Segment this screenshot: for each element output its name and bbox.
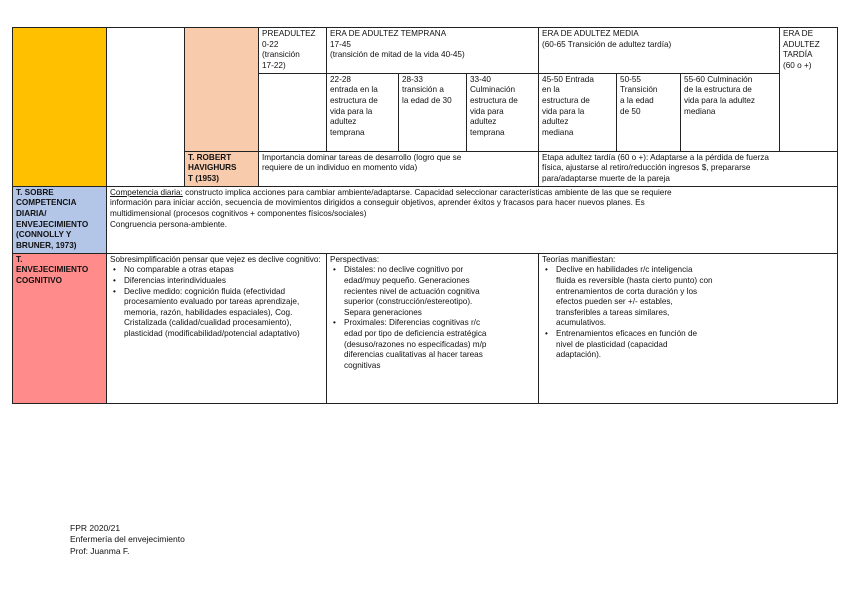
- header-adultez-media: ERA DE ADULTEZ MEDIA (60-65 Transición de adultez tardía): [539, 28, 780, 74]
- havighurst-text-late: Etapa adultez tardía (60 o +): Adaptarse a la pérdida de fuerza física, ajustarse al retiro/reducción ingresos $, prepararse para/adaptarse muerte de la pareja: [539, 151, 838, 186]
- theories-table: [12, 27, 838, 404]
- list-item: • Declive medido: cognición fluida (efectividad procesamiento evaluado por tareas aprendizaje, memoria, razón, habilidades espaciales), Cog. Cristalizada (calidad/cualidad procesamiento), plasticidad (modificabilidad/potencial adaptativo): [124, 287, 323, 340]
- footer-subject: Enfermería del envejecimiento: [70, 534, 185, 545]
- list-item: • Entrenamientos eficaces en función de nivel de plasticidad (capacidad adaptación).: [556, 329, 834, 361]
- list-item: • Proximales: Diferencias cognitivas r/c edad por tipo de deficiencia estratégica (desuso/razones no especificadas) m/p diferencias cualitativas al hacer tareas cognitivas: [344, 318, 535, 371]
- blank-cell: [107, 28, 185, 187]
- header-adultez-temprana: ERA DE ADULTEZ TEMPRANA 17-45 (transición de mitad de la vida 40-45): [327, 28, 539, 74]
- footer-course: FPR 2020/21: [70, 523, 121, 533]
- substage-22-28: 22-28 entrada en la estructura de vida para la adultez temprana: [327, 73, 399, 151]
- havighurst-text-early: Importancia dominar tareas de desarrollo (logro que se requiere de un individuo en momento vida): [259, 151, 539, 186]
- cognitivo-col-2-list: [330, 265, 535, 372]
- cognitivo-col-3-list: [542, 265, 834, 361]
- havighurst-label: T. ROBERT HAVIGHURS T (1953): [185, 151, 259, 186]
- footer: [70, 523, 185, 557]
- list-item: • Declive en habilidades r/c inteligencia fluida es reversible (hasta cierto punto) con entrenamientos de corta duración y los efectos pueden ser +/- estables, transferibles a tareas similares, acumulativos.: [556, 265, 834, 329]
- substage-55-60: 55-60 Culminación de la estructura de vida para la adultez mediana: [681, 73, 780, 151]
- cognitivo-col-2: Perspectivas: • Distales: no declive cognitivo por edad/muy pequeño. Generaciones recientes nivel de actuación cognitiva superior (construcción/estereotipo). Separa generaciones • Proximales: Diferencias cognitivas r/c edad por tipo de deficiencia estratégica (desuso/razones no especificadas) m/p diferencias cualitativas al hacer tareas cognitivas: [327, 253, 539, 403]
- orange-cell: [13, 28, 107, 187]
- footer-professor: Prof: Juanma F.: [70, 545, 130, 556]
- cognitivo-col-1-list: [110, 265, 323, 340]
- cognitivo-row: [13, 253, 838, 403]
- header-adultez-tardia: ERA DE ADULTEZ TARDÍA (60 o +): [780, 28, 838, 152]
- list-item: • Diferencias interindividuales: [124, 276, 323, 287]
- competencia-line-1: Competencia diaria: constructo implica acciones para cambiar ambiente/adaptarse. Capacidad seleccionar características ambiente de las que se requiere: [110, 187, 672, 197]
- cognitivo-col-1: Sobresimplificación pensar que vejez es declive cognitivo: • No comparable a otras etapas • Diferencias interindividuales • Declive medido: cognición fluida (efectividad procesamiento evaluado por tareas aprendizaje, memoria, razón, habilidades espaciales), Cog. Cristalizada (calidad/cualidad procesamiento), plasticidad (modificabilidad/potencial adaptativo): [107, 253, 327, 403]
- substage-28-33: 28-33 transición a la edad de 30: [399, 73, 467, 151]
- cognitivo-col-3: Teorías manifiestan: • Declive en habilidades r/c inteligencia fluida es reversible (hasta cierto punto) con entrenamientos de corta duración y los efectos pueden ser +/- estables, transferibles a tareas similares, acumulativos. • Entrenamientos eficaces en función de nivel de plasticidad (capacidad adaptación).: [539, 253, 838, 403]
- substage-blank: [259, 73, 327, 151]
- peach-cell: [185, 28, 259, 152]
- list-item: • No comparable a otras etapas: [124, 265, 323, 276]
- competencia-label: T. SOBRE COMPETENCIA DIARIA/ ENVEJECIMIENTO (CONNOLLY Y BRUNER, 1973): [13, 186, 107, 253]
- substage-45-50: 45-50 Entrada en la estructura de vida para la adultez mediana: [539, 73, 617, 151]
- competencia-text: Competencia diaria: constructo implica acciones para cambiar ambiente/adaptarse. Capacidad seleccionar características ambiente de las que se requiere información para iniciar acción, secuencia de movimientos dirigidos a conseguir objetivos, aprender éxitos y fracasos para hacer nuevos planes. Es multidimensional (procesos cognitivos + componentes físicos/sociales) Congruencia persona-ambiente.: [107, 186, 838, 253]
- cognitivo-label: T. ENVEJECIMIENTO COGNITIVO: [13, 253, 107, 403]
- header-preadultez: PREADULTEZ 0-22 (transición 17-22): [259, 28, 327, 74]
- substage-50-55: 50-55 Transición a la edad de 50: [617, 73, 681, 151]
- competencia-row: [13, 186, 838, 253]
- competencia-term: Competencia diaria:: [110, 187, 183, 197]
- list-item: • Distales: no declive cognitivo por edad/muy pequeño. Generaciones recientes nivel de actuación cognitiva superior (construcción/estereotipo). Separa generaciones: [344, 265, 535, 318]
- header-row: [13, 28, 838, 74]
- substage-33-40: 33-40 Culminación estructura de vida para adultez temprana: [467, 73, 539, 151]
